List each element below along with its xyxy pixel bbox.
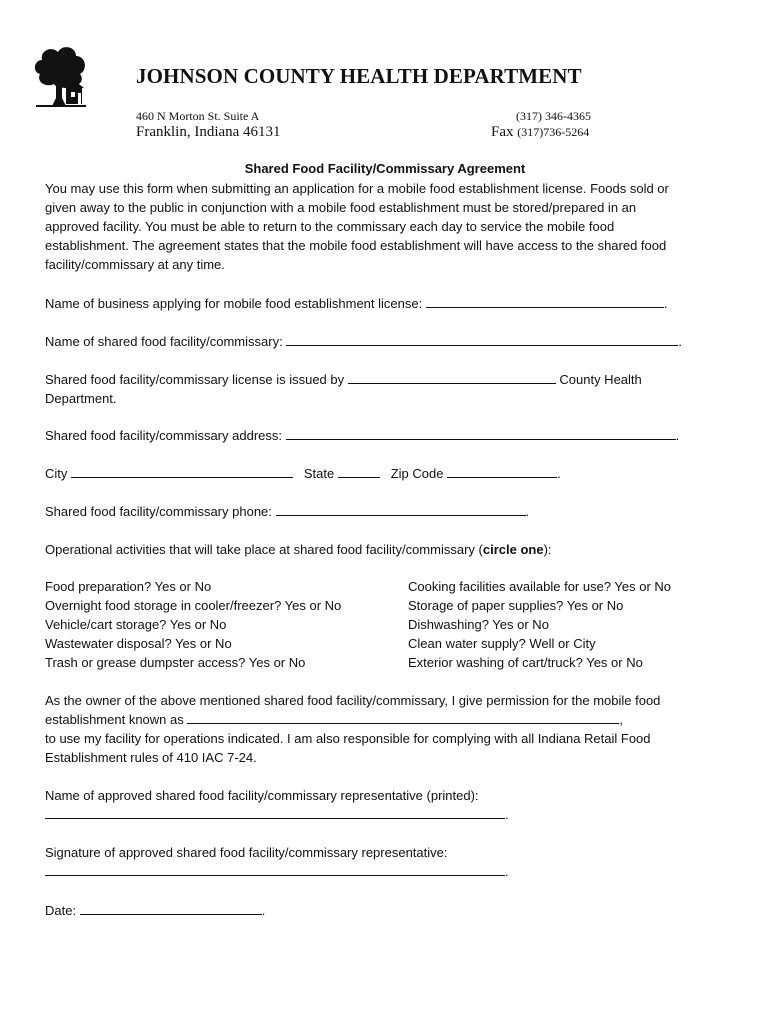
printed-name-label: Name of approved shared food facility/commissary representative (printed):: [45, 788, 479, 803]
phone-number: (317) 346-4365: [516, 109, 591, 123]
operation-item-wastewater[interactable]: Wastewater disposal? Yes or No: [45, 636, 232, 651]
business-name-field[interactable]: [426, 294, 664, 308]
tree-and-house-logo-icon: [30, 44, 88, 108]
facility-name-field[interactable]: [286, 332, 678, 346]
city-state-zip: Franklin, Indiana 46131: [136, 124, 281, 140]
establishment-known-as-label: establishment known as: [45, 712, 184, 727]
intro-line: You may use this form when submitting an application for a mobile food establishment license. Foods sold or: [45, 181, 669, 196]
zip-label: Zip Code: [390, 466, 444, 481]
permission-line: to use my facility for operations indicated. I am also responsible for complying with all Indiana Retail Food: [45, 731, 651, 746]
date-row: Date: .: [45, 903, 266, 918]
signature-line: .: [45, 862, 509, 881]
facility-name-row: Name of shared food facility/commissary: .: [45, 334, 682, 349]
printed-name-field[interactable]: [45, 805, 505, 819]
circle-one-emphasis: circle one: [482, 542, 544, 557]
permission-line: As the owner of the above mentioned shared food facility/commissary, I give permission for the mobile food: [45, 693, 661, 708]
street-address: 460 N Morton St. Suite A: [136, 109, 260, 123]
fax-number: [491, 124, 589, 141]
operation-item-dumpster[interactable]: Trash or grease dumpster access? Yes or No: [45, 655, 306, 670]
address-label: Shared food facility/commissary address:: [45, 428, 282, 443]
operations-right-column: [408, 577, 671, 672]
license-issued-suffix: County Health: [559, 372, 642, 387]
permission-paragraph: [45, 691, 725, 767]
address-field[interactable]: [286, 426, 676, 440]
intro-line: establishment. The agreement states that the mobile food establishment will have access to the shared food: [45, 238, 667, 253]
operation-item-exterior-washing[interactable]: Exterior washing of cart/truck? Yes or No: [408, 655, 643, 670]
establishment-name-field[interactable]: [187, 710, 619, 724]
fax-value: (317)736-5264: [517, 125, 590, 139]
operation-item-dishwashing[interactable]: Dishwashing? Yes or No: [408, 617, 549, 632]
signature-field[interactable]: [45, 862, 505, 876]
intro-paragraph: [45, 179, 725, 274]
permission-line: Establishment rules of 410 IAC 7-24.: [45, 750, 257, 765]
facility-name-label: Name of shared food facility/commissary:: [45, 334, 283, 349]
license-issued-row: [45, 370, 642, 408]
operation-item-vehicle-storage[interactable]: Vehicle/cart storage? Yes or No: [45, 617, 227, 632]
state-field[interactable]: [338, 464, 380, 478]
printed-name-block: [45, 786, 509, 824]
zip-field[interactable]: [447, 464, 557, 478]
license-issued-label: Shared food facility/commissary license is issued by: [45, 372, 345, 387]
phone-field[interactable]: [276, 502, 526, 516]
operation-item-paper-storage[interactable]: Storage of paper supplies? Yes or No: [408, 598, 624, 613]
phone-row: Shared food facility/commissary phone: .: [45, 504, 530, 519]
city-field[interactable]: [71, 464, 293, 478]
printed-name-line: .: [45, 805, 509, 824]
license-county-field[interactable]: [348, 370, 556, 384]
intro-line: approved facility. You must be able to return to the commissary each day to service the mobile food: [45, 219, 615, 234]
operations-left-column: [45, 577, 341, 672]
business-name-label: Name of business applying for mobile food establishment license:: [45, 296, 423, 311]
intro-line: facility/commissary at any time.: [45, 257, 225, 272]
business-name-row: Name of business applying for mobile food establishment license: .: [45, 296, 668, 311]
license-issued-line2: Department.: [45, 391, 117, 406]
address-row: Shared food facility/commissary address: .: [45, 428, 680, 443]
operation-item-overnight-storage[interactable]: Overnight food storage in cooler/freezer? Yes or No: [45, 598, 342, 613]
phone-label: Shared food facility/commissary phone:: [45, 504, 272, 519]
date-field[interactable]: [80, 901, 262, 915]
intro-line: given away to the public in conjunction with a mobile food establishment must be stored/prepared in an: [45, 200, 637, 215]
signature-label: Signature of approved shared food facility/commissary representative:: [45, 845, 448, 860]
city-state-zip-row: City State Zip Code .: [45, 466, 561, 481]
signature-block: [45, 843, 509, 881]
date-label: Date:: [45, 903, 77, 918]
city-label: City: [45, 466, 68, 481]
fax-label: Fax: [491, 124, 514, 140]
document-title: Shared Food Facility/Commissary Agreement: [244, 161, 526, 176]
operation-item-water-supply[interactable]: Clean water supply? Well or City: [408, 636, 596, 651]
operation-item-food-preparation[interactable]: Food preparation? Yes or No: [45, 579, 212, 594]
operations-intro: Operational activities that will take place at shared food facility/commissary (circle one):: [45, 542, 552, 557]
state-label: State: [303, 466, 335, 481]
permission-line: establishment known as ,: [45, 712, 623, 727]
operation-item-cooking[interactable]: Cooking facilities available for use? Yes or No: [408, 579, 672, 594]
department-title: JOHNSON COUNTY HEALTH DEPARTMENT: [136, 64, 582, 88]
